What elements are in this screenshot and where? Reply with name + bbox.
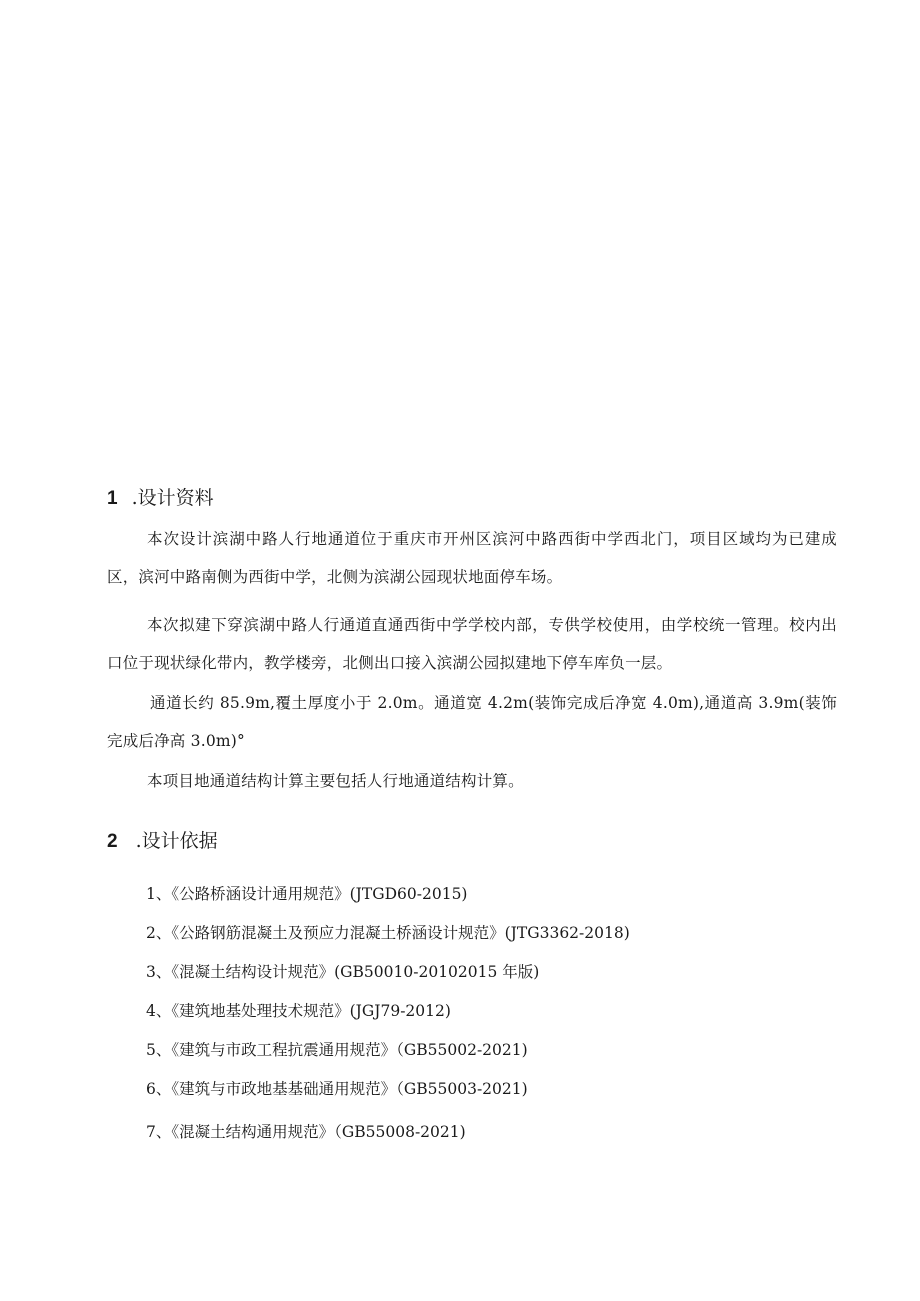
section-1-heading xyxy=(107,486,214,511)
reference-item: 1、《公路桥涵设计通用规范》(JTGD60-2015) xyxy=(146,885,468,903)
section-2-number: 2 xyxy=(107,831,118,852)
paragraph-dimensions: 通道长约 85.9m,覆土厚度小于 2.0m。通道宽 4.2m(装饰完成后净宽 4.0m),通道高 3.9m(装饰完成后净高 3.0m)° xyxy=(107,694,837,750)
section-1-title: .设计资料 xyxy=(131,487,214,509)
section-2-title: .设计依据 xyxy=(135,830,218,852)
reference-item: 3、《混凝土结构设计规范》(GB50010-20102015 年版) xyxy=(146,963,540,981)
paragraph-location: 本次设计滨湖中路人行地通道位于重庆市开州区滨河中路西街中学西北门，项目区域均为已建成区，滨河中路南侧为西街中学，北侧为滨湖公园现状地面停车场。 xyxy=(107,530,837,586)
paragraph-design-scope: 本次拟建下穿滨湖中路人行通道直通西街中学学校内部，专供学校使用，由学校统一管理。校内出口位于现状绿化带内，教学楼旁，北侧出口接入滨湖公园拟建地下停车库负一层。 xyxy=(107,616,837,672)
reference-item: 2、《公路钢筋混凝土及预应力混凝土桥涵设计规范》(JTG3362-2018) xyxy=(146,924,630,942)
paragraph-calc-content: 本项目地通道结构计算主要包括人行地通道结构计算。 xyxy=(147,772,524,790)
reference-list xyxy=(146,880,630,1157)
reference-item: 4、《建筑地基处理技术规范》(JGJ79-2012) xyxy=(146,1002,451,1020)
reference-item: 6、《建筑与市政地基基础通用规范》（GB55003-2021) xyxy=(146,1080,528,1098)
reference-item: 5、《建筑与市政工程抗震通用规范》（GB55002-2021) xyxy=(146,1041,528,1059)
section-2-heading xyxy=(107,829,218,854)
section-1-number: 1 xyxy=(107,488,118,509)
reference-item: 7、《混凝土结构通用规范》（GB55008-2021) xyxy=(146,1123,466,1141)
